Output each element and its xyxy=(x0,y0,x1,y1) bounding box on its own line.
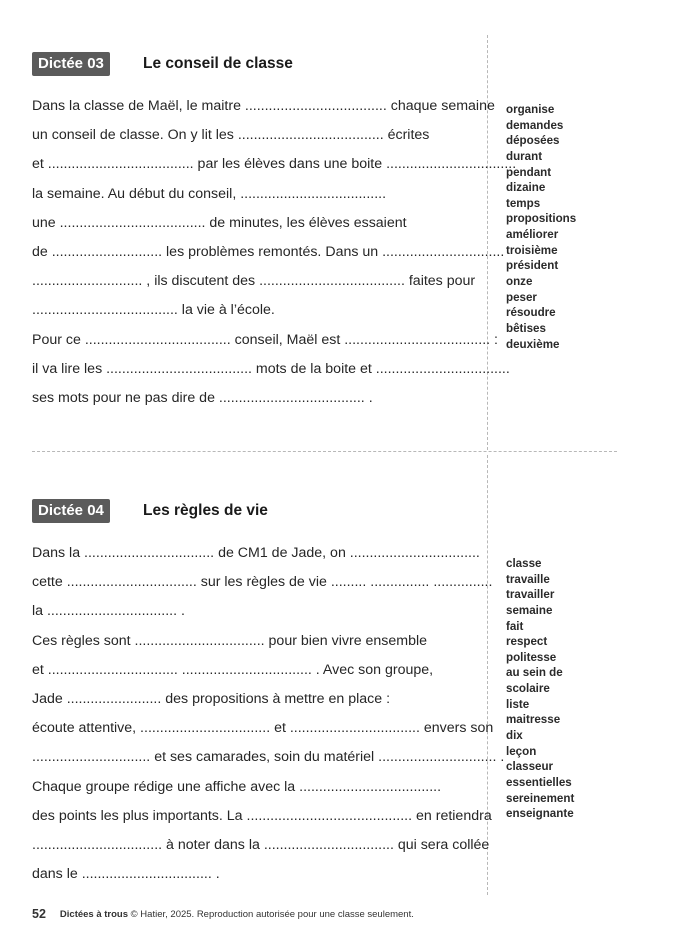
text-line: et ................................. ................................. . Avec son groupe, xyxy=(32,661,434,678)
word-item: déposées xyxy=(506,134,560,148)
text-line: ............................ , ils discutent des ..................................... faites pour xyxy=(32,273,476,290)
word-item: au sein de xyxy=(506,666,563,680)
word-item: scolaire xyxy=(506,682,550,696)
word-item: président xyxy=(506,259,559,273)
word-item: pendant xyxy=(506,165,552,179)
text-line: ses mots pour ne pas dire de ..................................... . xyxy=(32,389,373,406)
word-item: sereinement xyxy=(506,791,575,805)
dictee-04-badge: Dictée 04 xyxy=(32,499,110,523)
word-item: maitresse xyxy=(506,713,561,727)
word-item: respect xyxy=(506,635,548,649)
dictee-03-title: Le conseil de classe xyxy=(143,55,293,72)
dictee-04-text xyxy=(32,539,505,889)
page-number: 52 xyxy=(32,907,46,921)
text-line: dans le ................................. . xyxy=(32,866,220,883)
text-line: Pour ce ..................................... conseil, Maël est ..................................... : xyxy=(32,331,498,348)
word-item: durant xyxy=(506,149,543,163)
text-line: une ..................................... de minutes, les élèves essaient xyxy=(32,214,407,231)
text-line: Dans la ................................. de CM1 de Jade, on ................................. xyxy=(32,545,480,561)
vertical-separator-bottom xyxy=(487,455,488,895)
text-line: la semaine. Au début du conseil, ..................................... xyxy=(32,185,387,202)
word-item: peser xyxy=(506,290,537,304)
word-item: propositions xyxy=(506,212,577,226)
word-item: classeur xyxy=(506,760,554,774)
text-line: des points les plus importants. La .......................................... en retiendra xyxy=(32,807,492,824)
text-line: ................................. à noter dans la ................................. qui sera collée xyxy=(32,836,490,853)
word-item: fait xyxy=(506,619,524,633)
copyright-notice: © Hatier, 2025. Reproduction autorisée pour une classe seulement. xyxy=(128,909,414,920)
text-line: cette ................................. sur les règles de vie ......... ............... ............... xyxy=(32,574,493,591)
text-line: un conseil de classe. On y lit les ..................................... écrites xyxy=(32,127,430,144)
text-line: Jade ........................ des propositions à mettre en place : xyxy=(32,690,391,707)
word-item: travailler xyxy=(506,588,555,602)
text-line: ..................................... la vie à l’école. xyxy=(32,302,275,319)
word-item: temps xyxy=(506,196,541,210)
word-item: dix xyxy=(506,729,523,743)
word-item: liste xyxy=(506,697,530,711)
dictee-03-word-list xyxy=(506,102,616,352)
word-item: dizaine xyxy=(506,181,546,195)
word-item: améliorer xyxy=(506,228,559,242)
dictee-04-word-list xyxy=(506,556,616,822)
text-line: et ..................................... par les élèves dans une boite ................................. xyxy=(32,156,517,173)
word-item: politesse xyxy=(506,650,557,664)
text-line: il va lire les ..................................... mots de la boite et .................................. xyxy=(32,360,510,377)
word-item: classe xyxy=(506,557,542,570)
dictee-04-title: Les règles de vie xyxy=(143,502,268,519)
text-line: de ............................ les problèmes remontés. Dans un ............................... xyxy=(32,243,505,260)
word-item: troisième xyxy=(506,243,558,257)
word-item: deuxième xyxy=(506,337,560,351)
word-item: onze xyxy=(506,275,533,289)
word-item: résoudre xyxy=(506,306,556,320)
word-item: enseignante xyxy=(506,807,574,821)
text-line: Dans la classe de Maël, le maitre .................................... chaque semaine xyxy=(32,98,495,114)
text-line: Ces règles sont ................................. pour bien vivre ensemble xyxy=(32,632,428,649)
word-item: bêtises xyxy=(506,321,546,335)
dictee-03-badge: Dictée 03 xyxy=(32,52,110,76)
text-line: Chaque groupe rédige une affiche avec la .................................... xyxy=(32,778,442,795)
horizontal-separator xyxy=(32,451,617,452)
word-item: travaille xyxy=(506,572,550,586)
book-title: Dictées à trous xyxy=(59,909,129,920)
word-item: essentielles xyxy=(506,775,572,789)
word-item: semaine xyxy=(506,603,553,617)
dictee-03-text xyxy=(32,92,517,413)
page-footer xyxy=(32,907,414,921)
text-line: écoute attentive, ................................. et ................................. envers son xyxy=(32,720,494,737)
word-item: demandes xyxy=(506,118,564,132)
word-item: organise xyxy=(506,103,555,116)
word-item: leçon xyxy=(506,744,537,758)
text-line: .............................. et ses camarades, soin du matériel .............................. . xyxy=(32,749,505,766)
text-line: la ................................. . xyxy=(32,603,185,620)
